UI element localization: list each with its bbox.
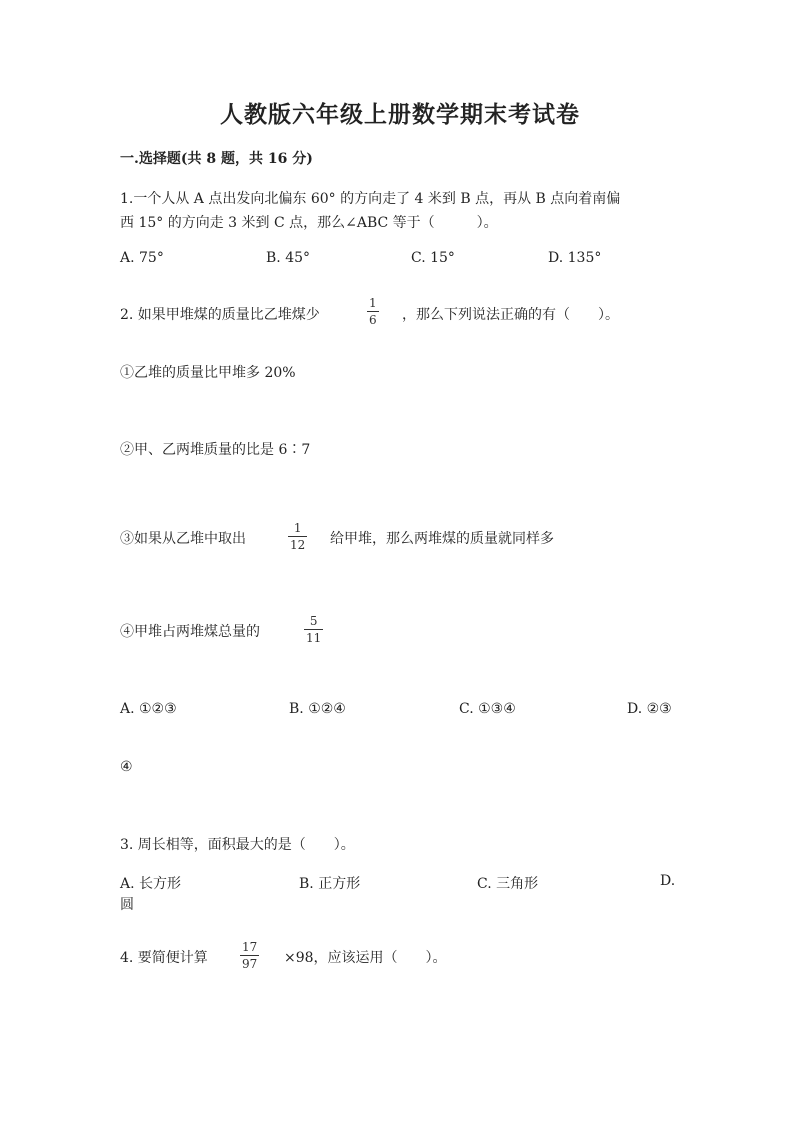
q4-fraction-denominator: 97 [242, 957, 258, 971]
page-title: 人教版六年级上册数学期末考试卷 [220, 101, 580, 128]
q2-fraction [367, 296, 379, 327]
q2-statement-1: ①乙堆的质量比甲堆多 20% [120, 365, 296, 381]
q2-option-c: C. ①③④ [459, 701, 516, 717]
fraction-bar [304, 629, 323, 630]
q4-stem-suffix: ×98，应该运用（ ）。 [284, 950, 447, 966]
q2-statement-4-prefix: ④甲堆占两堆煤总量的 [120, 624, 260, 640]
q2-option-d-continued: ④ [120, 759, 133, 775]
q2-option-b: B. ①②④ [289, 701, 346, 717]
q3-option-a: A. 长方形 [120, 876, 182, 892]
q1-option-d: D. 135° [548, 250, 602, 266]
q2-statement-4-fraction [304, 614, 323, 645]
q2-statement-2: ②甲、乙两堆质量的比是 6∶7 [120, 442, 311, 458]
q1-option-c: C. 15° [411, 250, 455, 266]
fraction-bar [367, 311, 379, 312]
q3-stem: 3. 周长相等，面积最大的是（ ）。 [120, 837, 355, 853]
q1-line2: 西 15° 的方向走 3 米到 C 点，那么∠ABC 等于（ ）。 [120, 215, 498, 231]
q2-s4-numerator: 5 [309, 614, 318, 628]
q4-stem-prefix: 4. 要简便计算 [120, 950, 208, 966]
q2-stem-prefix: 2. 如果甲堆煤的质量比乙堆煤少 [120, 307, 320, 323]
q2-s4-denominator: 11 [306, 631, 322, 645]
q2-fraction-numerator: 1 [369, 296, 377, 310]
q3-option-d: D. [660, 873, 676, 889]
q2-option-d: D. ②③ [627, 701, 672, 717]
q1-option-a: A. 75° [120, 250, 164, 266]
q4-fraction [240, 940, 259, 971]
q4-fraction-numerator: 17 [242, 940, 258, 954]
q2-option-a: A. ①②③ [120, 701, 177, 717]
q2-stem-suffix: ，那么下列说法正确的有（ ）。 [402, 307, 619, 323]
q2-fraction-denominator: 6 [369, 313, 377, 327]
q3-option-b: B. 正方形 [299, 876, 361, 892]
q1-line1: 1.一个人从 A 点出发向北偏东 60° 的方向走了 4 米到 B 点，再从 B 点向着南偏 [120, 191, 621, 207]
fraction-bar [288, 536, 307, 537]
fraction-bar [240, 955, 259, 956]
q3-option-d-continued: 圆 [120, 897, 134, 913]
q2-statement-3-prefix: ③如果从乙堆中取出 [120, 531, 246, 547]
q2-statement-3-suffix: 给甲堆，那么两堆煤的质量就同样多 [330, 531, 554, 547]
q1-option-b: B. 45° [266, 250, 311, 266]
section-heading: 一.选择题(共 8 题，共 16 分) [120, 151, 313, 167]
q2-s3-numerator: 1 [293, 521, 302, 535]
q3-option-c: C. 三角形 [477, 876, 539, 892]
q2-s3-denominator: 12 [290, 538, 306, 552]
q2-statement-3-fraction [288, 521, 307, 552]
